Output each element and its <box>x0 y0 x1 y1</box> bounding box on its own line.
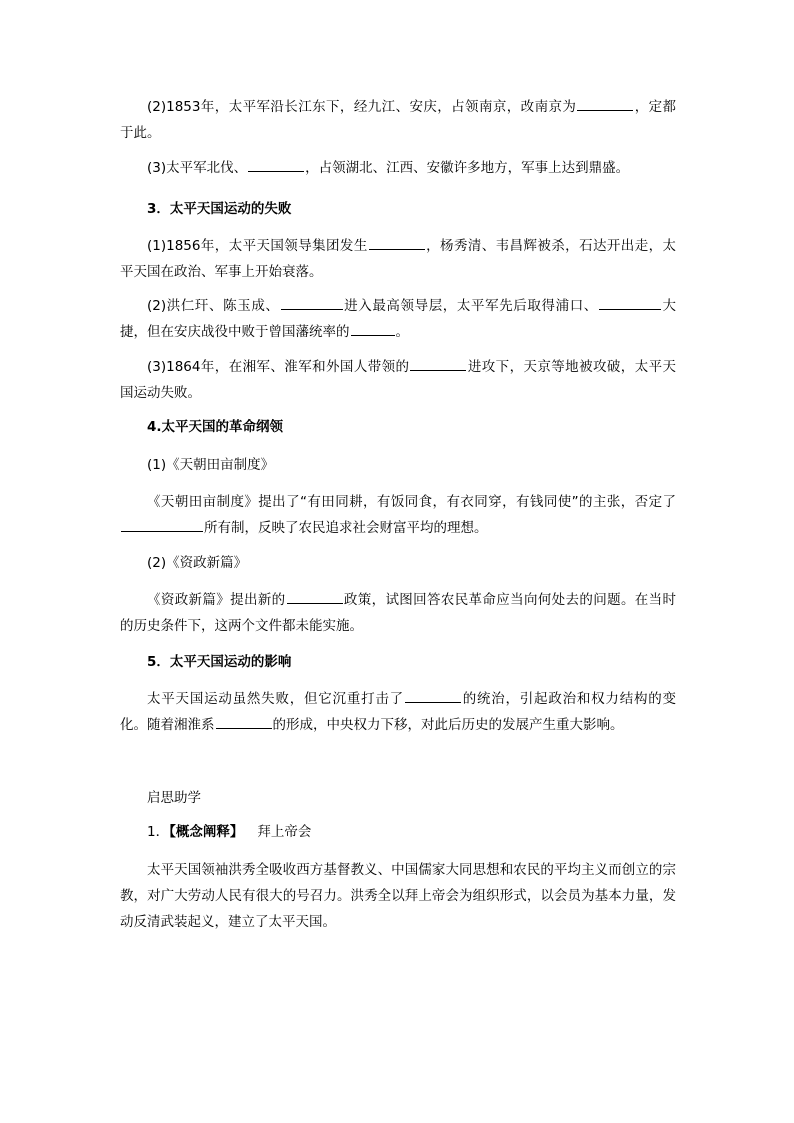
item-tag: 【概念阐释】 <box>169 824 244 840</box>
text: (3)1864年，在湘军、淮军和外国人带领的 <box>147 359 410 375</box>
text: 政策，试图回答农民革命应当向何处去的问题。在当时的历史条件下，这两个文件都未能实施。 <box>120 592 677 634</box>
fill-blank[interactable] <box>121 517 203 532</box>
text: (1)1856年，太平天国领导集团发生 <box>147 238 368 254</box>
subheading-tianchao: (1)《天朝田亩制度》 <box>147 457 275 473</box>
fill-blank[interactable] <box>351 321 395 336</box>
paragraph-1856 <box>120 233 676 285</box>
fill-blank[interactable] <box>410 356 466 371</box>
paragraph-baishangdi: 太平天国领袖洪秀全吸收西方基督教义、中国儒家大同思想和农民的平均主义而创立的宗教，对广大劳动人民有很大的号召力。洪秀全以拜上帝会为组织形式，以会员为基本力量，发动反清武装起义，建立了太平天国。 <box>120 862 676 930</box>
section-heading-4: 4.太平天国的革命纲领 <box>147 419 284 435</box>
concept-item-heading <box>147 822 311 842</box>
section-heading-5: 5．太平天国运动的影响 <box>147 654 292 670</box>
item-number: 1． <box>147 824 170 840</box>
text: ，杨秀清、韦昌辉被杀，石达开出走，太平天国在政治、军事上开始衰落。 <box>120 238 677 280</box>
text: 太平天国运动虽然失败，但它沉重打击了 <box>147 691 404 707</box>
text: (3)太平军北伐、 <box>147 160 248 176</box>
paragraph-northern-expedition <box>120 155 676 181</box>
fill-blank[interactable] <box>369 235 425 250</box>
text: 。 <box>395 324 409 340</box>
text: 的形成，中央权力下移，对此后历史的发展产生重大影响。 <box>272 717 624 733</box>
paragraph-influence <box>120 686 676 738</box>
paragraph-tianchao <box>120 489 676 541</box>
text: ，定都于此。 <box>120 99 677 141</box>
fill-blank[interactable] <box>577 96 633 111</box>
text: (2)1853年，太平军沿长江东下，经九江、安庆，占领南京，改南京为 <box>147 99 577 115</box>
fill-blank[interactable] <box>405 688 461 703</box>
paragraph-zizheng <box>120 587 676 639</box>
text: 《天朝田亩制度》提出了“有田同耕，有饭同食，有衣同穿，有钱同使”的主张，否定了 <box>147 494 676 510</box>
fill-blank[interactable] <box>287 589 343 604</box>
text: 所有制，反映了农民追求社会财富平均的理想。 <box>204 520 488 536</box>
paragraph-1864 <box>120 354 676 406</box>
text: ，占领湖北、江西、安徽许多地方，军事上达到鼎盛。 <box>305 160 630 176</box>
fill-blank[interactable] <box>216 714 272 729</box>
fill-blank[interactable] <box>248 157 304 172</box>
item-title: 拜上帝会 <box>257 824 312 840</box>
fill-blank[interactable] <box>281 295 343 310</box>
section-heading-3: 3．太平天国运动的失败 <box>147 201 292 217</box>
paragraph-hong-rengan <box>120 293 676 345</box>
qisi-heading: 启思助学 <box>147 790 201 806</box>
text: 《资政新篇》提出新的 <box>147 592 286 608</box>
text: 的统治，引起政治和权力结构的变化。随着湘淮系 <box>120 691 677 733</box>
paragraph-1853 <box>120 94 676 146</box>
text: 进攻下，天京等地被攻破，太平天国运动失败。 <box>120 359 677 401</box>
text: 进入最高领导层，太平军先后取得浦口、 <box>343 298 598 314</box>
subheading-zizheng: (2)《资政新篇》 <box>147 555 248 571</box>
text: 大捷，但在安庆战役中败于曾国藩统率的 <box>120 298 677 340</box>
fill-blank[interactable] <box>599 295 661 310</box>
text: (2)洪仁玕、陈玉成、 <box>147 298 280 314</box>
